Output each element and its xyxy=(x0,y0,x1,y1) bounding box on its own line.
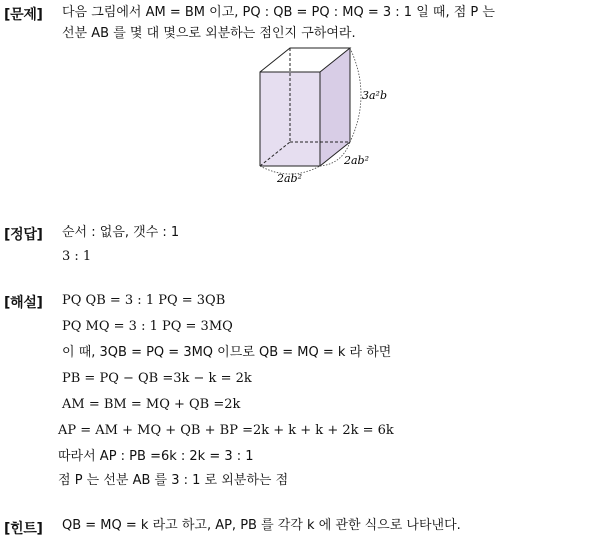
solution-line-2: PQ MQ = 3 : 1 PQ = 3MQ xyxy=(62,319,233,334)
solution-line-5: AM = BM = MQ + QB =2k xyxy=(62,397,241,412)
hint-line-1: QB = MQ = k 라고 하고, AP, PB 를 각각 k 에 관한 식으로 나타낸다. xyxy=(62,518,461,533)
box-figure xyxy=(250,44,410,184)
solution-line-3: 이 때, 3QB = PQ = 3MQ 이므로 QB = MQ = k 라 하면 xyxy=(62,345,392,360)
solution-line-7: 따라서 AP : PB =6k : 2k = 3 : 1 xyxy=(58,449,254,464)
depth-label: 2ab² xyxy=(344,154,370,167)
problem-line-2: 선분 AB 를 몇 대 몇으로 외분하는 점인지 구하여라. xyxy=(62,26,356,41)
solution-line-4: PB = PQ − QB =3k − k = 2k xyxy=(62,371,252,386)
answer-line-1: 순서 : 없음, 갯수 : 1 xyxy=(62,225,180,240)
height-label: 3a²b xyxy=(362,89,388,102)
answer-line-2: 3 : 1 xyxy=(62,249,92,264)
answer-label: [정답] xyxy=(4,227,43,243)
problem-label: [문제] xyxy=(4,7,43,23)
hint-label: [힌트] xyxy=(4,521,43,537)
solution-line-8: 점 P 는 선분 AB 를 3 : 1 로 외분하는 점 xyxy=(58,473,289,488)
solution-label: [해설] xyxy=(4,295,43,311)
width-label: 2ab² xyxy=(277,172,303,184)
solution-line-6: AP = AM + MQ + QB + BP =2k + k + k + 2k = 6k xyxy=(58,423,394,438)
solution-line-1: PQ QB = 3 : 1 PQ = 3QB xyxy=(62,293,226,308)
height-dimension-arc xyxy=(350,48,361,142)
problem-line-1: 다음 그림에서 AM = BM 이고, PQ : QB = PQ : MQ = 3 : 1 일 때, 점 P 는 xyxy=(62,5,495,20)
